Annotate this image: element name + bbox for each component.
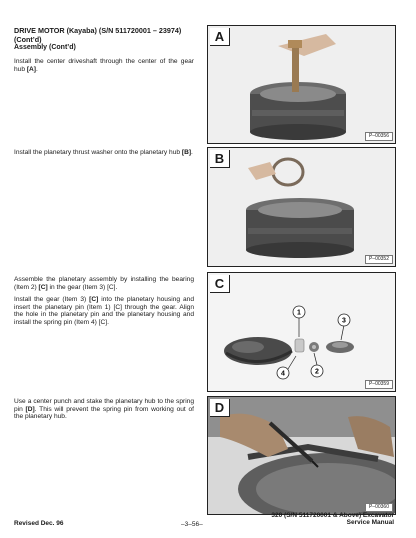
figure-c-photo-id: P–00359 (365, 380, 393, 389)
step-b-text: Install the planetary thrust washer onto the planetary hub [B]. (14, 149, 193, 156)
figure-d-label: D (210, 399, 230, 417)
footer-revision: Revised Dec. 96 (14, 520, 64, 527)
callout-4: 4 (281, 370, 285, 378)
section-subtitle: Assembly (Cont’d) (14, 44, 76, 51)
page-title: DRIVE MOTOR (Kayaba) (S/N 511720001 – 23974) (Cont’d) (14, 26, 182, 44)
footer-model: 320 (S/N 511720001 & Above) Excavator (271, 512, 394, 519)
callout-1: 1 (297, 309, 301, 317)
figure-c-photo (208, 273, 395, 391)
figure-a-photo (208, 26, 395, 143)
footer-page-number: –3–56– (181, 521, 203, 528)
footer-manual-title (271, 512, 394, 526)
figure-b-photo-id: P–00352 (365, 255, 393, 264)
step-d-text: Use a center punch and stake the planetary hub to the spring pin [D]. This will prevent the spring pin from working out of the planetary hub. (14, 398, 194, 421)
figure-d (207, 396, 396, 515)
figure-c (207, 272, 396, 392)
step-c1-text: Assemble the planetary assembly by installing the bearing (Item 2) [C] in the gear (Item 3) [C]. (14, 276, 194, 291)
callout-2: 2 (315, 368, 319, 376)
step-c2-text: Install the gear (Item 3) [C] into the planetary housing and insert the planetary pin (Item 1) [C] through the gear. Align the hole in the planetary pin and the planetary housing and install the spring pin (Item 4) [C]. (14, 296, 194, 326)
figure-a (207, 25, 396, 144)
callout-3: 3 (342, 317, 346, 325)
figure-b-photo (208, 148, 395, 266)
figure-a-photo-id: P–00356 (365, 132, 393, 141)
figure-c-label: C (210, 275, 230, 293)
footer-manual: Service Manual (346, 519, 394, 526)
figure-b-label: B (210, 150, 230, 168)
figure-a-label: A (210, 28, 230, 46)
figure-b (207, 147, 396, 267)
figure-d-photo-id: P–00360 (365, 503, 393, 512)
step-a-text: Install the center driveshaft through the center of the gear hub [A]. (14, 58, 194, 73)
figure-d-photo (208, 397, 395, 514)
